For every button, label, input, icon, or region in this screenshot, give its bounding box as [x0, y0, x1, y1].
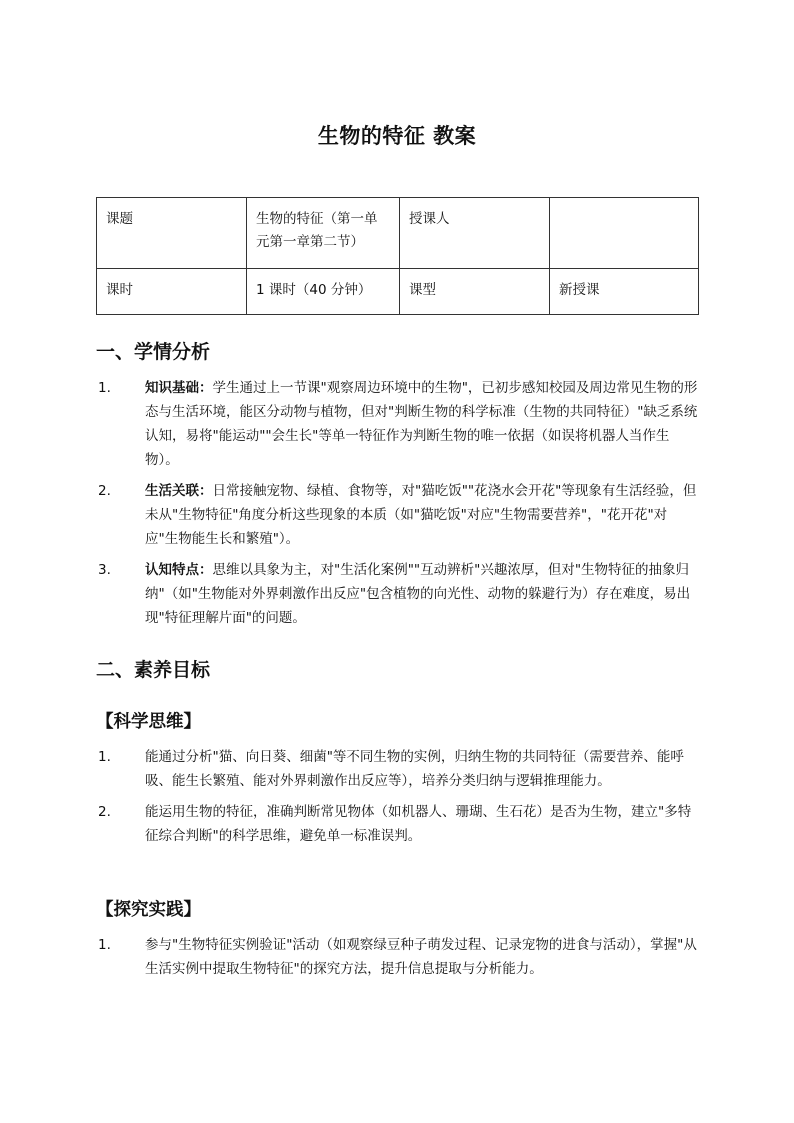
subheading-inquiry-practice: 【探究实践】	[96, 900, 201, 920]
item-label: 生活关联：	[145, 483, 213, 499]
item-text: 日常接触宠物、绿植、食物等，对"猫吃饭""花浇水会开花"等现象有生活经验，但未从"生物特征"角度分析这些现象的本质（如"猫吃饭"对应"生物需要营养"，"花开花"对应"生物能生长和繁殖"）。	[145, 483, 697, 547]
item-text: 学生通过上一节课"观察周边环境中的生物"，已初步感知校园及周边常见生物的形态与生活环境，能区分动物与植物，但对"判断生物的科学标准（生物的共同特征）"缺乏系统认知，易将"能运动""会生长"等单一特征作为判断生物的唯一依据（如误将机器人当作生物）。	[145, 380, 698, 468]
table-cell-label-duration: 课时	[97, 269, 247, 315]
list-number: 3.	[98, 562, 111, 578]
item-text: 思维以具象为主，对"生活化案例""互动辨析"兴趣浓厚，但对"生物特征的抽象归纳"（如"生物能对外界刺激作出反应"包含植物的向光性、动物的躲避行为）存在难度，易出现"特征理解片面"的问题。	[145, 562, 691, 626]
table-row	[97, 198, 699, 269]
list-number: 2.	[98, 483, 111, 499]
list-item	[96, 558, 698, 630]
table-cell-topic-value: 生物的特征（第一单元第一章第二节）	[247, 198, 400, 269]
list-number: 2.	[98, 804, 111, 820]
list-number: 1.	[98, 937, 111, 953]
table-cell-type-value: 新授课	[550, 269, 699, 315]
list-item	[96, 800, 698, 848]
learner-analysis-list	[96, 376, 698, 637]
table-cell-label-topic: 课题	[97, 198, 247, 269]
list-number: 1.	[98, 380, 111, 396]
lesson-info-table	[96, 197, 699, 315]
scientific-thinking-list	[96, 745, 698, 855]
list-item	[96, 376, 698, 472]
item-label: 知识基础：	[145, 380, 213, 396]
item-text: 参与"生物特征实例验证"活动（如观察绿豆种子萌发过程、记录宠物的进食与活动），掌握"从生活实例中提取生物特征"的探究方法，提升信息提取与分析能力。	[145, 937, 697, 977]
list-item	[96, 933, 698, 981]
section-heading-literacy-goals: 二、素养目标	[96, 659, 211, 681]
document-title: 生物的特征 教案	[317, 124, 477, 148]
table-row	[97, 269, 699, 315]
section-heading-learner-analysis: 一、学情分析	[96, 341, 211, 363]
table-cell-teacher-value	[550, 198, 699, 269]
item-label: 认知特点：	[145, 562, 213, 578]
inquiry-practice-list	[96, 933, 698, 988]
table-cell-label-type: 课型	[400, 269, 550, 315]
table-cell-label-teacher: 授课人	[400, 198, 550, 269]
list-number: 1.	[98, 749, 111, 765]
table-cell-duration-value: 1 课时（40 分钟）	[247, 269, 400, 315]
item-text: 能运用生物的特征，准确判断常见物体（如机器人、珊瑚、生石花）是否为生物，建立"多特征综合判断"的科学思维，避免单一标准误判。	[145, 804, 692, 844]
subheading-scientific-thinking: 【科学思维】	[96, 712, 201, 732]
list-item	[96, 745, 698, 793]
item-text: 能通过分析"猫、向日葵、细菌"等不同生物的实例，归纳生物的共同特征（需要营养、能呼吸、能生长繁殖、能对外界刺激作出反应等），培养分类归纳与逻辑推理能力。	[145, 749, 684, 789]
list-item	[96, 479, 698, 551]
